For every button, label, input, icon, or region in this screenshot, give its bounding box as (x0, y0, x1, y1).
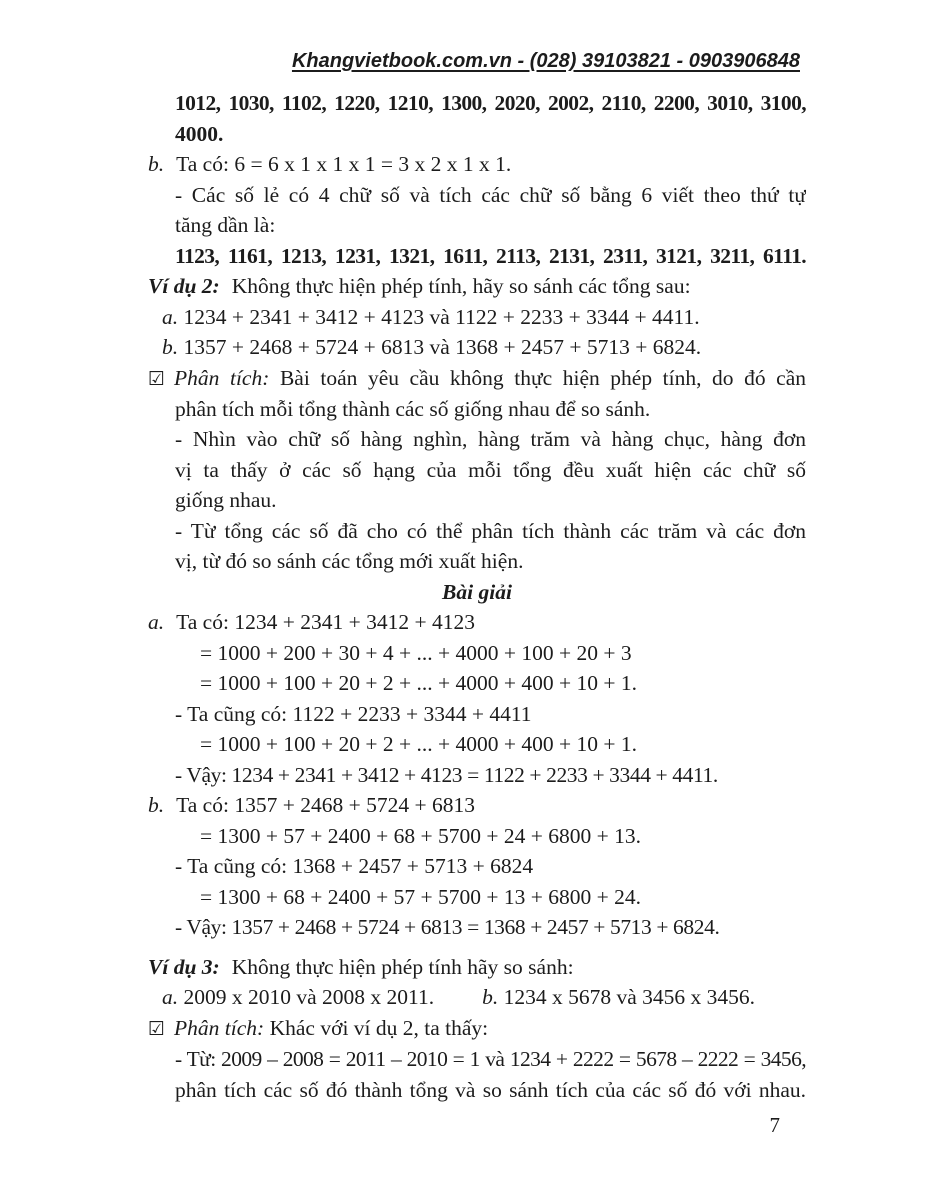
solution-line (175, 760, 806, 791)
analysis-line (148, 363, 806, 394)
equation-line (200, 821, 806, 852)
number-sequence-line (175, 241, 806, 272)
example-label: Ví dụ 3: (148, 954, 220, 979)
analysis-line (175, 394, 806, 425)
text-segment: Không thực hiện phép tính, hãy so sánh các tổng sau: (231, 274, 691, 298)
text-segment: = 1300 + 68 + 2400 + 57 + 5700 + 13 + 6800 + 24. (200, 884, 642, 909)
text-segment: - Ta cũng có: 1368 + 2457 + 5713 + 6824 (175, 854, 534, 878)
text-segment: = 1300 + 57 + 2400 + 68 + 5700 + 24 + 6800 + 13. (200, 823, 642, 848)
text-segment: phân tích mỗi tổng thành các số giống nhau để so sánh. (175, 396, 651, 421)
solution-line (175, 851, 806, 882)
solution-heading (148, 577, 806, 608)
text-segment: - Ta cũng có: 1122 + 2233 + 3344 + 4411 (175, 701, 532, 726)
equation-line (200, 668, 806, 699)
header-website-contact: Khangvietbook.com.vn - (028) 39103821 - 0903906848 (291, 50, 800, 72)
note-line (175, 424, 806, 455)
note-line (175, 516, 806, 547)
text-segment: - Từ tổng các số đã cho có thể phân tích thành các trăm và các đơn (175, 518, 806, 543)
text-segment: Không thực hiện phép tính hãy so sánh: (231, 954, 574, 979)
text-segment: 1357 + 2468 + 5724 + 6813 và 1368 + 2457 + 5713 + 6824. (178, 335, 702, 359)
note-line (175, 1075, 806, 1106)
checkbox-icon: ☑ (148, 1017, 166, 1040)
equation-line (200, 882, 806, 913)
text-segment: Bài giải (442, 579, 512, 604)
text-segment: vị, từ đó so sánh các tổng mới xuất hiện. (175, 549, 524, 573)
text-segment: tăng dần là: (175, 213, 276, 237)
solution-line (175, 912, 806, 943)
example-2-heading (148, 271, 806, 302)
text-segment: = 1000 + 100 + 20 + 2 + ... + 4000 + 400 + 10 + 1. (200, 732, 638, 756)
item-label: b. (162, 335, 179, 359)
text-segment: vị ta thấy ở các số hạng của mỗi tổng đều xuất hiện các chữ số (175, 457, 806, 482)
number-sequence-line (175, 119, 806, 150)
text-segment: 1123, 1161, 1213, 1231, 1321, 1611, 2113, 2131, 2311, 3121, 3211, 6111. (175, 243, 806, 268)
text-segment: = 1000 + 100 + 20 + 2 + ... + 4000 + 400 + 10 + 1. (200, 671, 638, 695)
text-segment: - Vậy: 1234 + 2341 + 3412 + 4123 = 1122 + 2233 + 3344 + 4411. (175, 762, 718, 787)
paragraph-line (175, 210, 806, 241)
paragraph-line (175, 180, 806, 211)
number-sequence-line (175, 88, 806, 119)
solution-line (175, 699, 806, 730)
page-number: 7 (769, 1113, 780, 1137)
text-segment: - Vậy: 1357 + 2468 + 5724 + 6813 = 1368 + 2457 + 5713 + 6824. (175, 915, 720, 939)
item-label: b. (148, 793, 165, 817)
equation-line (200, 638, 806, 669)
item-label: a. (162, 304, 179, 329)
note-line (175, 546, 806, 577)
text-segment: - Từ: 2009 – 2008 = 2011 – 2010 = 1 và 1234 + 2222 = 5678 – 2222 = 3456, (175, 1047, 806, 1071)
item-label: a. (162, 985, 179, 1009)
item-label: a. (148, 610, 165, 634)
text-segment: 1234 x 5678 và 3456 x 3456. (498, 985, 756, 1009)
analysis-label: Phân tích: (174, 1015, 265, 1040)
equation-line (200, 729, 806, 760)
item-label: b. (148, 152, 165, 176)
note-line (175, 1044, 806, 1075)
analysis-line (148, 1013, 806, 1045)
text-segment: 4000. (175, 121, 224, 146)
checkbox-icon: ☑ (148, 367, 166, 390)
solution-line (148, 790, 806, 821)
page-header (0, 49, 927, 72)
analysis-label: Phân tích: (174, 365, 270, 390)
text-segment: 1012, 1030, 1102, 1220, 1210, 1300, 2020, 2002, 2110, 2200, 3010, 3100, (175, 91, 806, 115)
text-segment: phân tích các số đó thành tổng và so sánh tích của các số đó với nhau. (175, 1077, 806, 1102)
page-content (0, 88, 927, 1105)
text-segment: = 1000 + 200 + 30 + 4 + ... + 4000 + 100 + 20 + 3 (200, 640, 632, 665)
example-2-item-b (162, 332, 806, 363)
example-3-items (162, 982, 806, 1013)
item-b-line (148, 149, 806, 180)
example-3-heading (148, 952, 806, 983)
example-label: Ví dụ 2: (148, 274, 220, 298)
text-segment: Ta có: 1234 + 2341 + 3412 + 4123 (176, 610, 475, 634)
text-segment: Ta có: 1357 + 2468 + 5724 + 6813 (176, 793, 475, 817)
text-segment: Bài toán yêu cầu không thực hiện phép tính, do đó cần (269, 365, 806, 390)
text-segment: giống nhau. (175, 488, 277, 512)
text-segment: Khác với ví dụ 2, ta thấy: (264, 1015, 489, 1040)
note-line (175, 485, 806, 516)
text-segment: - Các số lẻ có 4 chữ số và tích các chữ số bằng 6 viết theo thứ tự (175, 182, 806, 207)
example-2-item-a (162, 302, 806, 333)
text-segment: - Nhìn vào chữ số hàng nghìn, hàng trăm và hàng chục, hàng đơn (175, 427, 806, 451)
note-line (175, 455, 806, 486)
text-segment: 2009 x 2010 và 2008 x 2011. (178, 985, 435, 1009)
solution-line (148, 607, 806, 638)
text-segment: 1234 + 2341 + 3412 + 4123 và 1122 + 2233 + 3344 + 4411. (178, 304, 700, 329)
item-label: b. (482, 985, 499, 1009)
text-segment: Ta có: 6 = 6 x 1 x 1 x 1 = 3 x 2 x 1 x 1. (176, 152, 512, 176)
